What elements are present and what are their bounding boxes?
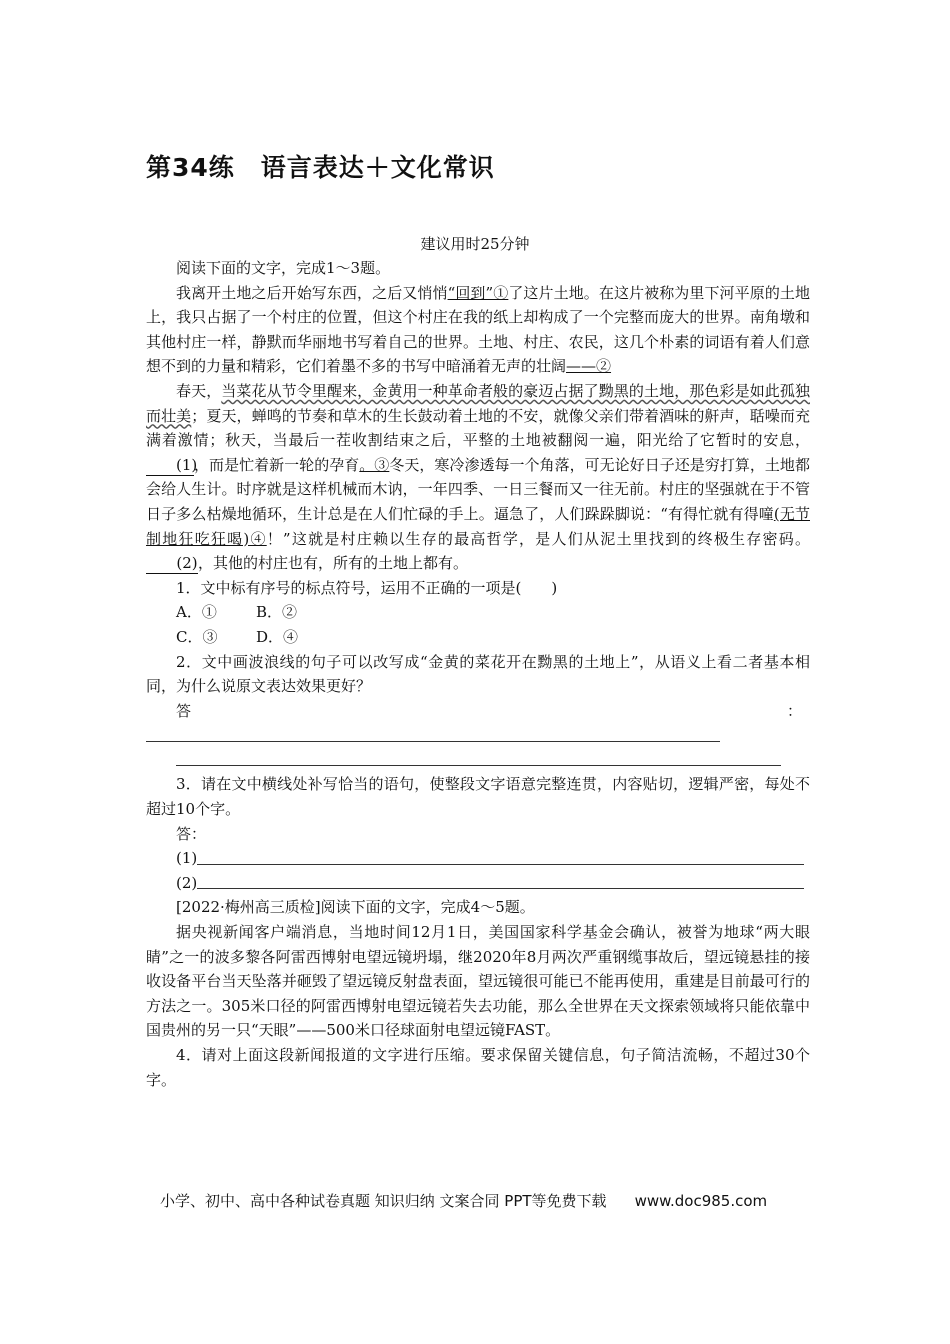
worksheet-content: [146, 256, 810, 1092]
p1-text-a: 我离开土地之后开始写东西，之后又悄悄: [176, 283, 448, 302]
fill-blank-2[interactable]: (2): [146, 554, 198, 574]
p1-text-c: 了这片土地。在这片被称为里下河平原的土地上，我只占据了一个村庄的位置，但这个村庄在我的纸上却构成了一个完整而庞大的世界。南角墩和其他村庄一样，静默而华丽地书写着自己的世界。土地、村庄、农民，这几个朴素的词语有着人们意想不到的力量和精彩，它们着墨不多的书写中暗涌着无声的壮阔: [146, 283, 810, 376]
footer-text: 小学、初中、高中各种试卷真题 知识归纳 文案合同 PPT等免费下载: [160, 1192, 607, 1210]
footer-url[interactable]: www.doc985.com: [634, 1192, 768, 1210]
page-footer: [160, 1190, 767, 1211]
wavy-underlined-sentence: 当菜花从节令里醒来，金黄用一种革命者般的豪迈占据了黝黑的土地，那色彩是如此孤独而壮美: [146, 381, 810, 425]
question-2-answer-row: [146, 699, 810, 724]
option-d[interactable]: D．④: [256, 627, 299, 646]
news-passage: 据央视新闻客户端消息，当地时间12月1日，美国国家科学基金会确认，被誉为地球“两大眼睛”之一的波多黎各阿雷西博射电望远镜坍塌，继2020年8月两次严重钢缆事故后，望远镜悬挂的接收设备平台当天坠落并砸毁了望远镜反射盘表面，望远镜很可能已不能再使用，重建是目前最可行的方法之一。305米口径的阿雷西博射电望远镜若失去功能，那么全世界在天文探索领域将只能依靠中国贵州的另一只“天眼”——500米口径球面射电望远镜FAST。: [146, 923, 810, 1040]
question-2-stem: 2．文中画波浪线的句子可以改写成“金黄的菜花开在黝黑的土地上”，从语义上看二者基本相同，为什么说原文表达效果更好？: [146, 652, 810, 696]
blank-2-label: (2): [176, 873, 198, 892]
page-title: 第34练 语言表达＋文化常识: [146, 153, 495, 182]
fill-blank-1[interactable]: (1): [146, 456, 194, 476]
question-4-stem: 4．请对上面这段新闻报道的文字进行压缩。要求保留关键信息，句子简洁流畅，不超过30个字。: [146, 1046, 810, 1089]
option-a[interactable]: A．①: [176, 603, 217, 622]
p2-text-b: ；夏天，蝉鸣的节奏和草木的生长鼓动着土地的不安，就像父亲们带着酒味的鼾声，聒噪而充满着激情；秋天，当最后一茬收割结束之后，平整的土地被翻阅一遍，阳光给了它暂时的安息，: [146, 406, 810, 450]
blank-2-line[interactable]: [197, 888, 804, 889]
p2-marked-period: 。③: [359, 455, 390, 474]
passage1-paragraph1: [146, 281, 810, 379]
p2-text-e: 冬天，寒冷渗透每一个角落，可无论好日子还是穷打算，土地都会给人生计。时序就是这样机械而木讷，一年四季、一日三餐而又一往无前。村庄的坚强就在于不管日子多么枯燥地循环，生计总是在人们忙碌的手上。逼急了，人们跺跺脚说：“有得忙就有得噇: [146, 455, 810, 523]
p2-text-c: ，而是忙着新一轮的孕育: [194, 455, 360, 474]
question-3-stem: 3．请在文中横线处补写恰当的语句，使整段文字语意完整连贯，内容贴切，逻辑严密，每处不超过10个字。: [146, 775, 810, 819]
question-1-options-row2: [146, 625, 810, 650]
p2-marked-paren: (无节制地狂吃狂喝)④: [146, 504, 810, 548]
passage1-paragraph2: [146, 379, 810, 576]
question-2-answer-colon: ：: [786, 701, 802, 720]
p2-text-g: ！”这就是村庄赖以生存的最高哲学，是人们从泥土里找到的终极生存密码。: [266, 529, 810, 548]
section2-intro: [2022·梅州高三质检]阅读下面的文字，完成4～5题。: [176, 898, 535, 917]
question-3-blank-1-row[interactable]: [146, 846, 810, 871]
question-3-answer-label: 答：: [176, 824, 207, 843]
section1-intro: 阅读下面的文字，完成1～3题。: [176, 259, 391, 277]
p1-marked-dash: ——②: [566, 357, 612, 376]
question-2-answer-label: 答: [176, 701, 192, 720]
blank-1-line[interactable]: [197, 864, 804, 865]
suggested-time: 建议用时25分钟: [420, 235, 530, 253]
question-2-answer-line-1[interactable]: [146, 723, 810, 748]
question-1-options-row1: [146, 600, 810, 625]
option-c[interactable]: C．③: [176, 627, 218, 646]
p1-marked-quote: “回到”①: [447, 283, 509, 302]
question-1-stem: 1．文中标有序号的标点符号，运用不正确的一项是( ): [176, 578, 558, 597]
option-b[interactable]: B．②: [256, 603, 298, 622]
p2-text-h: ，其他的村庄也有，所有的土地上都有。: [198, 554, 469, 573]
blank-1-label: (1): [176, 849, 198, 868]
question-2-answer-line-2[interactable]: [146, 748, 810, 773]
question-3-blank-2-row[interactable]: [146, 871, 810, 896]
p2-text-a: 春天，: [176, 381, 222, 400]
